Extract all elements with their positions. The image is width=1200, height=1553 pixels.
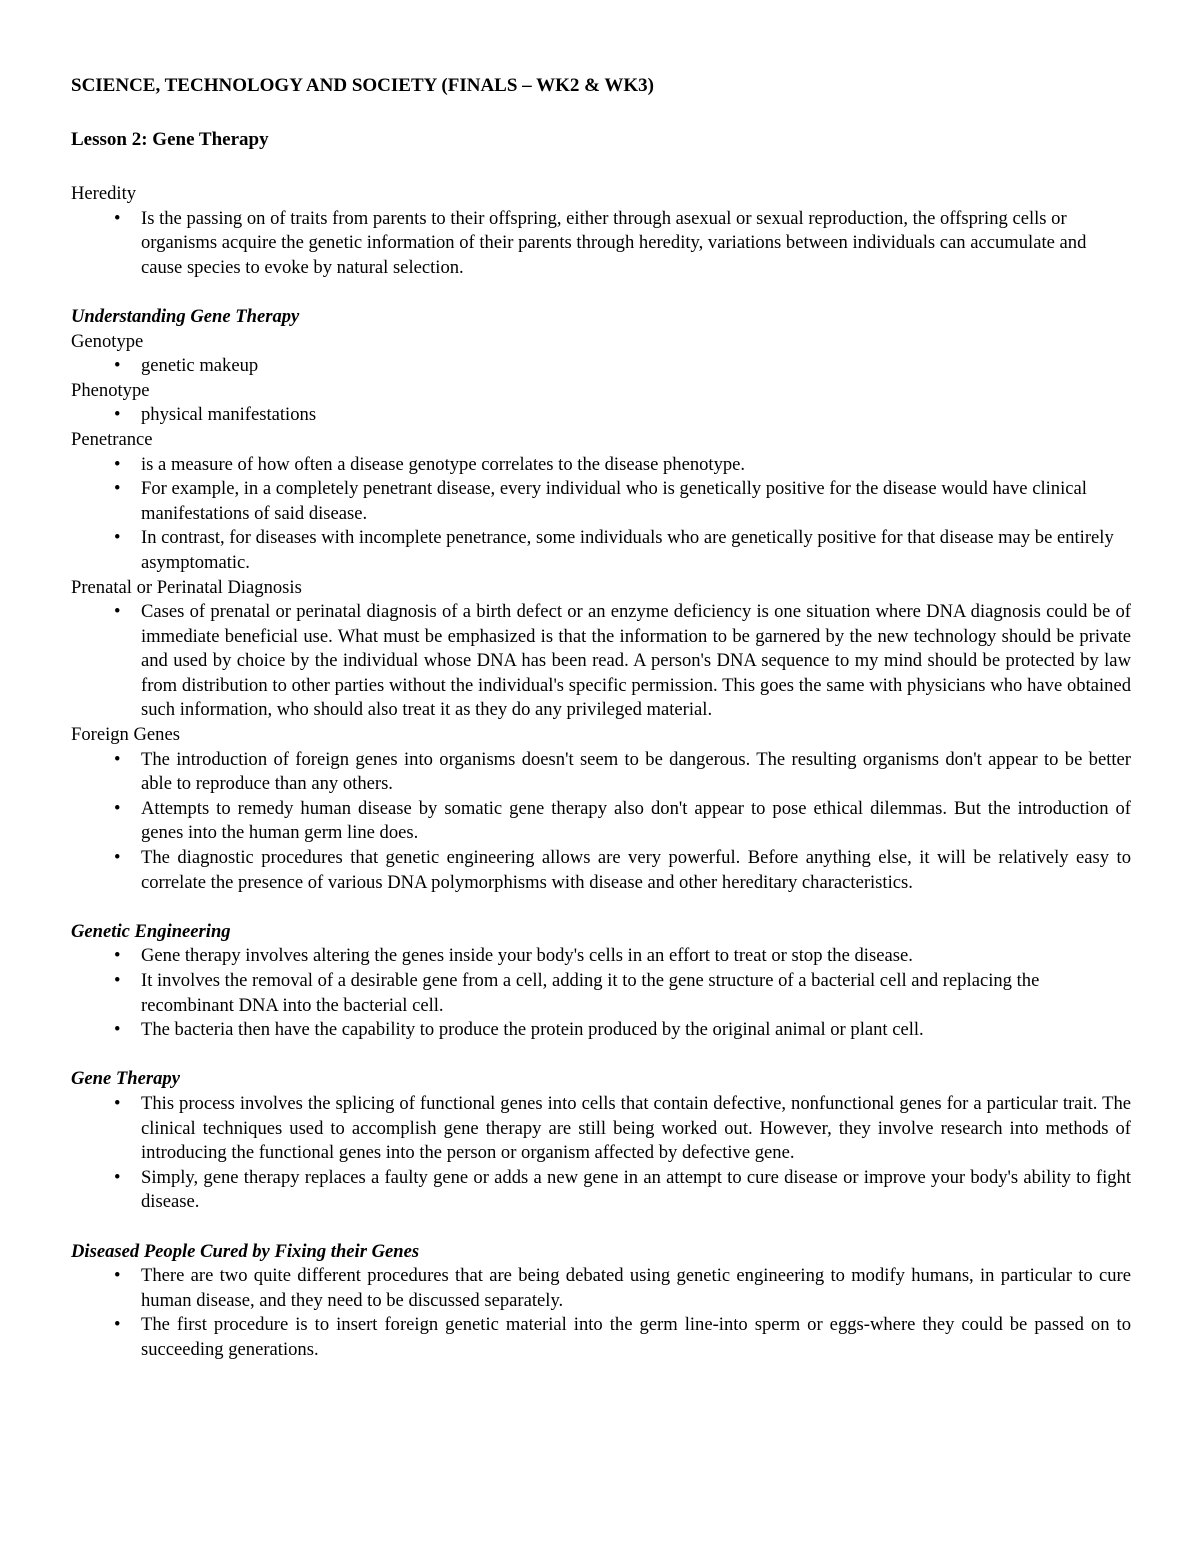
gene-therapy-list (71, 1092, 1131, 1215)
prenatal-list (71, 600, 1131, 723)
foreign-genes-list (71, 748, 1131, 896)
spacer (71, 895, 1131, 920)
list-item: • physical manifestations (71, 403, 1131, 428)
list-item: • The diagnostic procedures that genetic engineering allows are very powerful. Before anything else, it will be relatively easy to correlate the presence of various DNA polymorphisms with disease and other hereditary characteristics. (71, 846, 1131, 895)
spacer (71, 280, 1131, 305)
term-heredity: Heredity (71, 183, 137, 204)
list-item: • There are two quite different procedures that are being debated using genetic engineering to modify humans, in particular to cure human disease, and they need to be discussed separately. (71, 1264, 1131, 1313)
list-item: • It involves the removal of a desirable gene from a cell, adding it to the gene structure of a bacterial cell and replacing the recombinant DNA into the bacterial cell. (71, 969, 1131, 1018)
term-penetrance: Penetrance (71, 428, 153, 450)
term-prenatal-diagnosis: Prenatal or Perinatal Diagnosis (71, 576, 302, 598)
list-item: • Attempts to remedy human disease by somatic gene therapy also don't appear to pose ethical dilemmas. But the introduction of genes into the human germ line does. (71, 797, 1131, 846)
diseased-people-list (71, 1264, 1131, 1362)
list-item: • is a measure of how often a disease genotype correlates to the disease phenotype. (71, 453, 1131, 478)
list-item: • For example, in a completely penetrant disease, every individual who is genetically positive for the disease would have clinical manifestations of said disease. (71, 477, 1131, 526)
list-item: • The bacteria then have the capability to produce the protein produced by the original animal or plant cell. (71, 1018, 1131, 1043)
spacer (71, 1043, 1131, 1068)
list-item: • Gene therapy involves altering the genes inside your body's cells in an effort to treat or stop the disease. (71, 944, 1131, 969)
term-foreign-genes: Foreign Genes (71, 724, 180, 746)
spacer (71, 1215, 1131, 1240)
document-content (71, 74, 1131, 1363)
list-item: • genetic makeup (71, 354, 1131, 379)
list-item: • Is the passing on of traits from parents to their offspring, either through asexual or sexual reproduction, the offspring cells or organisms acquire the genetic information of their parents through heredity, variations between individuals can accumulate and cause species to evoke by natural selection. (71, 207, 1131, 281)
genetic-engineering-list (71, 944, 1131, 1042)
list-item: • The introduction of foreign genes into organisms doesn't seem to be dangerous. The resulting organisms don't appear to be better able to reproduce than any others. (71, 748, 1131, 797)
heading-genetic-engineering: Genetic Engineering (71, 920, 231, 942)
list-item: • Cases of prenatal or perinatal diagnosis of a birth defect or an enzyme deficiency is one situation where DNA diagnosis could be of immediate beneficial use. What must be emphasized is that the information to be garnered by the new technology should be private and used by choice by the individual whose DNA has been read. A person's DNA sequence to my mind should be protected by law from distribution to other parties without the individual's specific permission. This goes the same with physicians who have obtained such information, who should also treat it as they do any privileged material. (71, 600, 1131, 723)
term-genotype: Genotype (71, 330, 144, 352)
heading-diseased-people-cured: Diseased People Cured by Fixing their Genes (71, 1240, 420, 1262)
heredity-list (71, 207, 1131, 281)
list-item: • In contrast, for diseases with incomplete penetrance, some individuals who are genetically positive for that disease may be entirely asymptomatic. (71, 526, 1131, 575)
list-item: • Simply, gene therapy replaces a faulty gene or adds a new gene in an attempt to cure disease or improve your body's ability to fight disease. (71, 1166, 1131, 1215)
list-item: • This process involves the splicing of functional genes into cells that contain defective, nonfunctional genes for a particular trait. The clinical techniques used to accomplish gene therapy are still being worked out. However, they involve research into methods of introducing the functional genes into the person or organism affected by defective gene. (71, 1092, 1131, 1166)
list-item: • The first procedure is to insert foreign genetic material into the germ line-into sperm or eggs-where they could be passed on to succeeding generations. (71, 1313, 1131, 1362)
phenotype-list (71, 403, 1131, 428)
genotype-list (71, 354, 1131, 379)
term-phenotype: Phenotype (71, 379, 150, 401)
lesson-title: Lesson 2: Gene Therapy (71, 129, 269, 150)
heading-gene-therapy: Gene Therapy (71, 1068, 180, 1090)
heading-understanding-gene-therapy: Understanding Gene Therapy (71, 305, 300, 327)
document-title: SCIENCE, TECHNOLOGY AND SOCIETY (FINALS – WK2 & WK3) (71, 75, 654, 96)
penetrance-list (71, 453, 1131, 576)
